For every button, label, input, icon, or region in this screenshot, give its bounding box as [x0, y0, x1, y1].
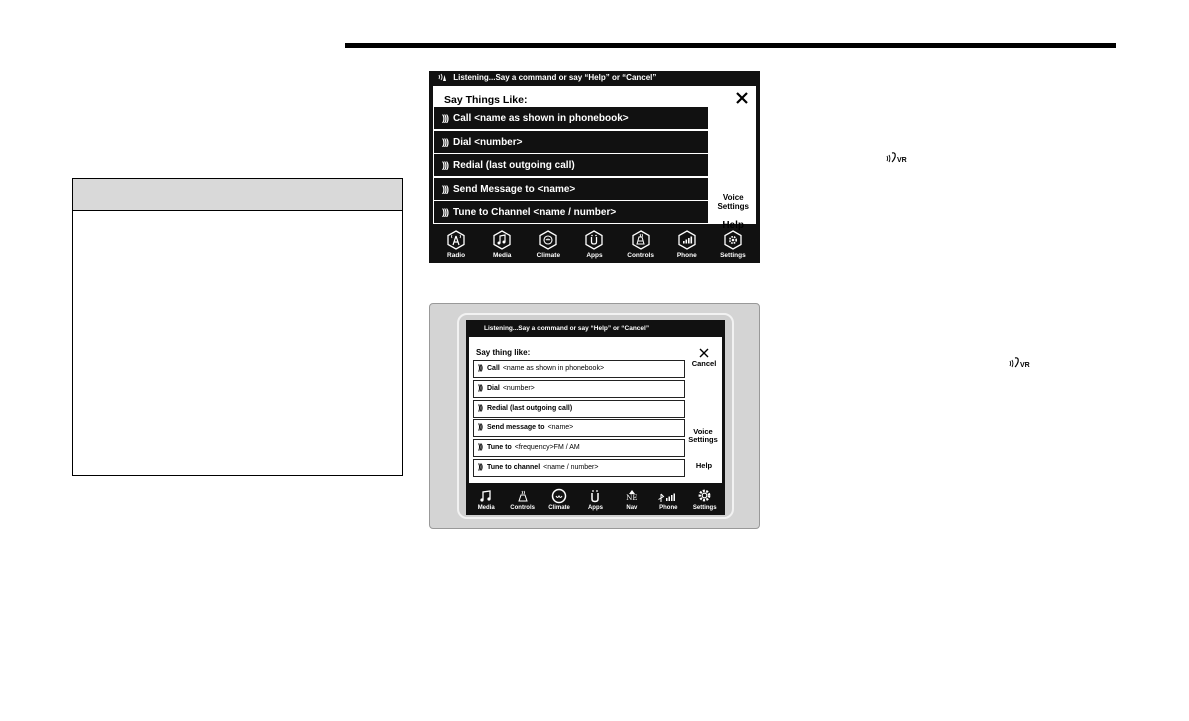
close-icon: [698, 347, 710, 359]
vr-button-icon: [1008, 356, 1036, 375]
nav-label: Phone: [676, 252, 697, 259]
voice-wave-icon: ))): [478, 404, 482, 412]
command-label: Dial <number>: [453, 136, 523, 148]
nav-apps[interactable]: [577, 488, 613, 511]
nav-label: Controls: [627, 252, 654, 259]
note-box-header: [73, 179, 402, 211]
say-things-heading: Say Things Like:: [444, 94, 528, 106]
command-argument: <name>: [547, 424, 574, 432]
voice-settings-button[interactable]: [717, 193, 749, 211]
command-argument: <frequency>FM / AM: [514, 444, 580, 452]
phone-signal-icon: [677, 230, 697, 250]
music-note-icon: [479, 489, 493, 503]
vr-icon-label: VR: [897, 157, 907, 164]
nav-label: Controls: [510, 504, 535, 511]
radio-icon: [446, 230, 466, 250]
nav-controls[interactable]: [619, 230, 663, 259]
command-label: Redial (last outgoing call): [453, 160, 575, 171]
listening-status-text: Listening...Say a command or say “Help” or “Cancel”: [453, 73, 657, 82]
controls-icon: [631, 230, 651, 250]
help-button[interactable]: Help: [695, 461, 713, 470]
nav-phone[interactable]: [665, 230, 709, 259]
voice-settings-line2: Settings: [688, 435, 718, 444]
nav-radio[interactable]: [434, 230, 478, 259]
command-label: Send message to: [487, 424, 545, 432]
command-label: Tune to Channel <name / number>: [453, 207, 617, 218]
nav-label: Settings: [720, 252, 746, 259]
nav-label: Climate: [548, 504, 570, 511]
voice-wave-icon: ))): [442, 183, 448, 194]
nav-nav[interactable]: [614, 488, 650, 511]
gear-icon: [697, 488, 712, 503]
cancel-label: Cancel: [691, 359, 717, 368]
voice-wave-icon: ))): [442, 207, 448, 217]
voice-wave-icon: ))): [442, 136, 448, 147]
nav-phone[interactable]: [650, 488, 686, 511]
voice-wave-icon: ))): [478, 463, 482, 471]
say-things-panel: [469, 337, 722, 483]
command-tune-frequency[interactable]: [473, 439, 685, 457]
listening-status-bar: [429, 71, 760, 85]
command-label: Call <name as shown in phonebook>: [453, 113, 629, 124]
nav-label: Climate: [536, 252, 561, 259]
nav-settings[interactable]: [687, 488, 723, 511]
controls-icon: [516, 489, 530, 503]
close-icon[interactable]: [735, 91, 749, 105]
voice-screen-uconnect-1: [429, 71, 760, 263]
command-label: Redial (last outgoing call): [487, 404, 573, 412]
nav-label: Media: [492, 252, 512, 259]
vr-button-icon: [885, 151, 913, 170]
climate-icon: [538, 230, 558, 250]
command-list: [434, 107, 708, 225]
cancel-button[interactable]: [689, 347, 719, 368]
nav-controls[interactable]: [505, 488, 541, 511]
apps-icon: [584, 230, 604, 250]
listening-status-text: Listening...Say a command or say “Help” or “Cancel”: [484, 325, 650, 332]
top-rule: [345, 43, 1116, 48]
music-note-icon: [492, 230, 512, 250]
say-things-panel: [433, 86, 756, 231]
bottom-nav-bar: [466, 483, 725, 515]
command-call[interactable]: [434, 107, 708, 129]
voice-wave-icon: ))): [478, 424, 482, 432]
voice-wave-icon: ))): [442, 113, 448, 123]
nav-label: Settings: [692, 504, 717, 511]
voice-settings-button[interactable]: [685, 428, 721, 444]
command-label: Tune to channel: [487, 463, 541, 471]
nav-media[interactable]: [480, 230, 524, 259]
command-label: Send Message to <name>: [453, 183, 576, 195]
nav-climate[interactable]: [541, 488, 577, 511]
voice-wave-icon: ))): [442, 160, 448, 170]
command-redial[interactable]: [473, 400, 685, 418]
gear-icon: [723, 230, 743, 250]
nav-label: Radio: [447, 252, 466, 259]
command-label: Dial: [487, 384, 500, 392]
bottom-nav-bar: [429, 226, 760, 263]
command-argument: <name / number>: [543, 463, 599, 471]
nav-label: Apps: [587, 504, 603, 511]
compass-heading: NE: [626, 493, 638, 502]
apps-icon: [588, 489, 602, 503]
voice-settings-line1: Voice: [693, 427, 713, 436]
vr-icon-label: VR: [1020, 362, 1030, 369]
command-argument: <number>: [502, 384, 535, 392]
command-tune-channel[interactable]: [434, 201, 708, 223]
voice-screen-uconnect-2-frame: [429, 303, 760, 529]
climate-icon: [551, 488, 567, 504]
command-argument: <name as shown in phonebook>: [502, 365, 605, 372]
help-button[interactable]: Help: [722, 220, 744, 231]
nav-climate[interactable]: [526, 230, 570, 259]
voice-recognition-icon: [438, 73, 448, 82]
voice-screen-uconnect-2: [466, 320, 725, 515]
nav-media[interactable]: [468, 488, 504, 511]
command-dial[interactable]: [434, 131, 708, 153]
nav-apps[interactable]: [572, 230, 616, 259]
nav-settings[interactable]: [711, 230, 755, 259]
say-things-heading: Say thing like:: [476, 348, 531, 357]
command-send-message[interactable]: [434, 178, 708, 200]
voice-wave-icon: ))): [478, 444, 482, 452]
command-send-message[interactable]: [473, 419, 685, 437]
nav-label: Phone: [659, 504, 678, 511]
command-redial[interactable]: [434, 154, 708, 176]
command-call[interactable]: [473, 360, 685, 378]
nav-label: Nav: [626, 504, 638, 511]
note-box: [72, 178, 403, 476]
command-dial[interactable]: [473, 380, 685, 398]
voice-wave-icon: ))): [478, 384, 482, 392]
voice-settings-line1: Voice: [722, 193, 744, 202]
voice-wave-icon: ))): [478, 365, 482, 372]
phone-signal-icon: [658, 489, 678, 503]
command-list: [473, 360, 685, 479]
command-tune-channel[interactable]: [473, 459, 685, 477]
command-label: Call: [487, 365, 500, 372]
nav-label: Media: [477, 504, 495, 511]
command-label: Tune to: [487, 444, 512, 452]
listening-status-bar: [466, 320, 725, 337]
voice-settings-line2: Settings: [717, 202, 749, 211]
nav-label: Apps: [586, 252, 603, 259]
